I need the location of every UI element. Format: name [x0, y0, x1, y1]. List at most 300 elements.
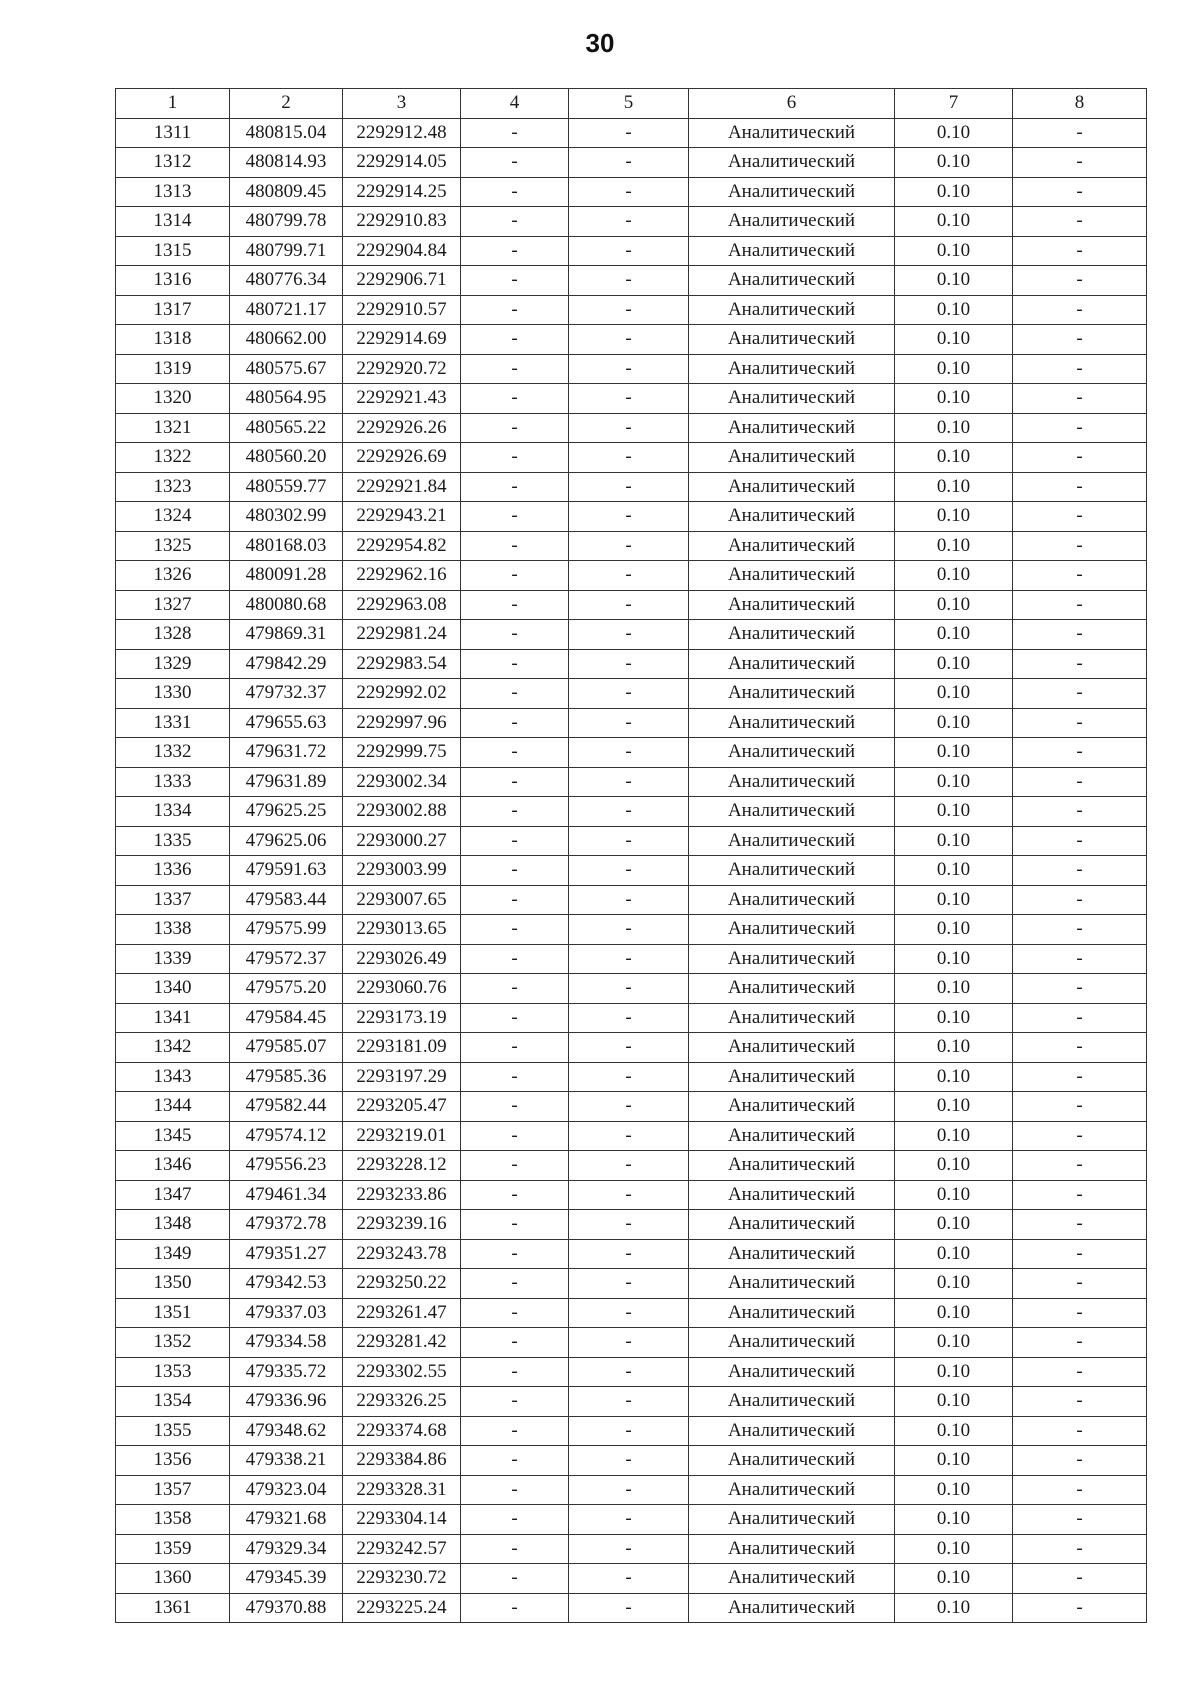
table-cell: -	[569, 1239, 689, 1269]
table-cell: 2293242.57	[343, 1534, 461, 1564]
coordinates-table	[115, 88, 1147, 1623]
table-cell: -	[461, 1092, 569, 1122]
table-cell: 2293230.72	[343, 1564, 461, 1594]
table-cell: -	[1013, 856, 1147, 886]
table-cell: 0.10	[895, 1505, 1013, 1535]
table-cell: 0.10	[895, 295, 1013, 325]
table-cell: 0.10	[895, 1121, 1013, 1151]
table-cell: Аналитический	[689, 826, 895, 856]
table-cell: 2292914.25	[343, 177, 461, 207]
table-cell: 1314	[116, 207, 230, 237]
table-row	[116, 443, 1147, 473]
table-cell: Аналитический	[689, 1151, 895, 1181]
table-cell: -	[1013, 236, 1147, 266]
table-cell: 480168.03	[230, 531, 343, 561]
table-cell: 480302.99	[230, 502, 343, 532]
table-cell: 1359	[116, 1534, 230, 1564]
table-cell: 0.10	[895, 708, 1013, 738]
table-cell: -	[1013, 1475, 1147, 1505]
table-cell: Аналитический	[689, 1269, 895, 1299]
table-cell: -	[1013, 620, 1147, 650]
table-cell: 2293205.47	[343, 1092, 461, 1122]
table-cell: Аналитический	[689, 1210, 895, 1240]
table-cell: -	[461, 1505, 569, 1535]
table-cell: 479572.37	[230, 944, 343, 974]
table-cell: 480815.04	[230, 118, 343, 148]
table-cell: -	[569, 974, 689, 1004]
table-cell: -	[1013, 207, 1147, 237]
table-cell: 2293173.19	[343, 1003, 461, 1033]
table-cell: 0.10	[895, 767, 1013, 797]
table-cell: 1334	[116, 797, 230, 827]
table-cell: -	[569, 620, 689, 650]
table-cell: -	[461, 266, 569, 296]
table-cell: -	[461, 148, 569, 178]
table-row	[116, 325, 1147, 355]
table-cell: -	[1013, 295, 1147, 325]
table-cell: -	[569, 295, 689, 325]
table-cell: Аналитический	[689, 354, 895, 384]
table-cell: -	[461, 1003, 569, 1033]
table-cell: 2292926.26	[343, 413, 461, 443]
table-cell: -	[461, 767, 569, 797]
table-cell: -	[569, 1151, 689, 1181]
table-cell: -	[1013, 1033, 1147, 1063]
table-cell: -	[1013, 1593, 1147, 1623]
table-cell: 0.10	[895, 561, 1013, 591]
table-cell: -	[461, 1269, 569, 1299]
table-cell: 0.10	[895, 738, 1013, 768]
table-cell: -	[569, 177, 689, 207]
table-cell: -	[1013, 1328, 1147, 1358]
column-header-6: 6	[689, 89, 895, 119]
table-cell: 2293219.01	[343, 1121, 461, 1151]
table-cell: 0.10	[895, 826, 1013, 856]
table-cell: -	[461, 620, 569, 650]
table-cell: Аналитический	[689, 1003, 895, 1033]
page-number: 30	[585, 28, 615, 58]
table-row	[116, 266, 1147, 296]
table-cell: -	[569, 1416, 689, 1446]
table-cell: -	[569, 1062, 689, 1092]
table-cell: -	[1013, 1564, 1147, 1594]
table-cell: -	[569, 1033, 689, 1063]
table-cell: 479575.20	[230, 974, 343, 1004]
table-cell: 2292921.43	[343, 384, 461, 414]
table-row	[116, 738, 1147, 768]
table-cell: Аналитический	[689, 915, 895, 945]
table-cell: 0.10	[895, 325, 1013, 355]
table-cell: -	[461, 207, 569, 237]
table-row	[116, 1446, 1147, 1476]
table-cell: 480091.28	[230, 561, 343, 591]
table-cell: -	[461, 236, 569, 266]
table-cell: 0.10	[895, 443, 1013, 473]
table-cell: -	[1013, 1357, 1147, 1387]
table-cell: -	[461, 885, 569, 915]
table-cell: 2292910.83	[343, 207, 461, 237]
column-header-2: 2	[230, 89, 343, 119]
table-cell: 480560.20	[230, 443, 343, 473]
table-cell: 479348.62	[230, 1416, 343, 1446]
table-cell: -	[1013, 1180, 1147, 1210]
table-cell: -	[461, 1298, 569, 1328]
table-cell: Аналитический	[689, 1446, 895, 1476]
table-cell: 2292912.48	[343, 118, 461, 148]
table-cell: -	[461, 177, 569, 207]
table-cell: -	[1013, 1003, 1147, 1033]
table-cell: -	[1013, 1151, 1147, 1181]
table-cell: 479321.68	[230, 1505, 343, 1535]
table-cell: 0.10	[895, 502, 1013, 532]
table-cell: -	[569, 1003, 689, 1033]
table-cell: -	[461, 1357, 569, 1387]
table-cell: -	[461, 531, 569, 561]
table-cell: 2293013.65	[343, 915, 461, 945]
table-cell: Аналитический	[689, 472, 895, 502]
table-cell: -	[1013, 1534, 1147, 1564]
table-cell: -	[461, 649, 569, 679]
table-cell: Аналитический	[689, 1180, 895, 1210]
table-cell: 1333	[116, 767, 230, 797]
table-cell: 2292910.57	[343, 295, 461, 325]
column-header-5: 5	[569, 89, 689, 119]
table-cell: -	[569, 236, 689, 266]
table-cell: 479584.45	[230, 1003, 343, 1033]
table-cell: 480564.95	[230, 384, 343, 414]
table-row	[116, 531, 1147, 561]
table-cell: 479575.99	[230, 915, 343, 945]
table-cell: -	[461, 1416, 569, 1446]
column-header-1: 1	[116, 89, 230, 119]
table-cell: 1311	[116, 118, 230, 148]
table-cell: Аналитический	[689, 1121, 895, 1151]
table-cell: Аналитический	[689, 1593, 895, 1623]
table-cell: 1352	[116, 1328, 230, 1358]
table-cell: 2293225.24	[343, 1593, 461, 1623]
table-cell: 1335	[116, 826, 230, 856]
table-cell: 2293002.34	[343, 767, 461, 797]
table-cell: Аналитический	[689, 649, 895, 679]
table-cell: 0.10	[895, 856, 1013, 886]
table-cell: -	[461, 1564, 569, 1594]
table-cell: -	[569, 266, 689, 296]
table-cell: Аналитический	[689, 295, 895, 325]
table-cell: -	[569, 738, 689, 768]
table-cell: Аналитический	[689, 1092, 895, 1122]
table-cell: -	[461, 1446, 569, 1476]
table-cell: -	[569, 1387, 689, 1417]
table-cell: 2292981.24	[343, 620, 461, 650]
table-cell: 479574.12	[230, 1121, 343, 1151]
table-cell: 2293197.29	[343, 1062, 461, 1092]
table-cell: 0.10	[895, 1033, 1013, 1063]
table-row	[116, 413, 1147, 443]
table-cell: 2292926.69	[343, 443, 461, 473]
table-cell: -	[1013, 885, 1147, 915]
table-cell: -	[1013, 944, 1147, 974]
table-cell: -	[569, 118, 689, 148]
table-cell: -	[569, 1298, 689, 1328]
table-cell: -	[461, 944, 569, 974]
table-cell: -	[461, 1475, 569, 1505]
table-cell: 2293003.99	[343, 856, 461, 886]
table-cell: -	[1013, 384, 1147, 414]
table-row	[116, 1505, 1147, 1535]
table-cell: -	[1013, 974, 1147, 1004]
table-cell: 0.10	[895, 974, 1013, 1004]
table-cell: 1338	[116, 915, 230, 945]
table-cell: 479732.37	[230, 679, 343, 709]
table-cell: 1319	[116, 354, 230, 384]
table-cell: 1315	[116, 236, 230, 266]
table-row	[116, 118, 1147, 148]
table-cell: 1325	[116, 531, 230, 561]
table-cell: -	[569, 148, 689, 178]
table-cell: Аналитический	[689, 236, 895, 266]
column-header-8: 8	[1013, 89, 1147, 119]
table-cell: 2293002.88	[343, 797, 461, 827]
table-cell: 479585.36	[230, 1062, 343, 1092]
table-cell: -	[461, 443, 569, 473]
table-cell: 479337.03	[230, 1298, 343, 1328]
table-row	[116, 177, 1147, 207]
table-cell: Аналитический	[689, 118, 895, 148]
table-cell: 2293228.12	[343, 1151, 461, 1181]
table-cell: 479336.96	[230, 1387, 343, 1417]
table-row	[116, 1033, 1147, 1063]
table-cell: Аналитический	[689, 325, 895, 355]
table-row	[116, 974, 1147, 1004]
table-cell: 480565.22	[230, 413, 343, 443]
table-row	[116, 649, 1147, 679]
table-cell: 0.10	[895, 531, 1013, 561]
table-cell: -	[461, 1387, 569, 1417]
table-cell: Аналитический	[689, 679, 895, 709]
table-cell: -	[461, 1121, 569, 1151]
table-cell: -	[1013, 1298, 1147, 1328]
table-row	[116, 1210, 1147, 1240]
table-cell: Аналитический	[689, 738, 895, 768]
table-cell: 0.10	[895, 1357, 1013, 1387]
table-row	[116, 561, 1147, 591]
table-cell: -	[569, 885, 689, 915]
table-cell: -	[1013, 1239, 1147, 1269]
table-cell: 2293304.14	[343, 1505, 461, 1535]
table-cell: 2293233.86	[343, 1180, 461, 1210]
table-cell: Аналитический	[689, 1505, 895, 1535]
table-cell: -	[461, 1062, 569, 1092]
table-cell: -	[569, 1357, 689, 1387]
table-row	[116, 1239, 1147, 1269]
table-cell: 2292920.72	[343, 354, 461, 384]
table-row	[116, 1092, 1147, 1122]
table-cell: 0.10	[895, 1564, 1013, 1594]
table-cell: 1337	[116, 885, 230, 915]
table-cell: 479342.53	[230, 1269, 343, 1299]
table-cell: Аналитический	[689, 1239, 895, 1269]
table-cell: 479461.34	[230, 1180, 343, 1210]
table-cell: 0.10	[895, 590, 1013, 620]
table-cell: 1339	[116, 944, 230, 974]
table-row	[116, 1180, 1147, 1210]
table-cell: -	[1013, 148, 1147, 178]
table-cell: -	[1013, 649, 1147, 679]
table-cell: 479655.63	[230, 708, 343, 738]
table-cell: -	[461, 1239, 569, 1269]
table-cell: 480799.71	[230, 236, 343, 266]
table-cell: -	[569, 944, 689, 974]
table-cell: Аналитический	[689, 590, 895, 620]
table-cell: 479323.04	[230, 1475, 343, 1505]
table-cell: Аналитический	[689, 944, 895, 974]
table-cell: Аналитический	[689, 1416, 895, 1446]
table-row	[116, 502, 1147, 532]
table-row	[116, 1564, 1147, 1594]
table-cell: 1353	[116, 1357, 230, 1387]
table-cell: 0.10	[895, 620, 1013, 650]
table-cell: 479582.44	[230, 1092, 343, 1122]
table-cell: 0.10	[895, 148, 1013, 178]
table-cell: -	[569, 1505, 689, 1535]
table-cell: -	[1013, 826, 1147, 856]
table-cell: -	[1013, 1446, 1147, 1476]
table-cell: 0.10	[895, 207, 1013, 237]
table-cell: 2293374.68	[343, 1416, 461, 1446]
table-row	[116, 885, 1147, 915]
table-header	[116, 89, 1147, 119]
table-row	[116, 384, 1147, 414]
table-cell: 1357	[116, 1475, 230, 1505]
table-cell: -	[569, 590, 689, 620]
table-row	[116, 472, 1147, 502]
table-cell: 2292997.96	[343, 708, 461, 738]
table-cell: -	[569, 1593, 689, 1623]
table-cell: 479625.25	[230, 797, 343, 827]
table-cell: 480776.34	[230, 266, 343, 296]
table-cell: -	[569, 797, 689, 827]
table-row	[116, 236, 1147, 266]
table-cell: 479591.63	[230, 856, 343, 886]
table-cell: -	[1013, 767, 1147, 797]
table-row	[116, 590, 1147, 620]
table-cell: 1344	[116, 1092, 230, 1122]
table-cell: 480809.45	[230, 177, 343, 207]
table-cell: 2292999.75	[343, 738, 461, 768]
table-body	[116, 118, 1147, 1623]
table-cell: 0.10	[895, 118, 1013, 148]
table-cell: -	[569, 207, 689, 237]
table-cell: 0.10	[895, 1416, 1013, 1446]
table-cell: Аналитический	[689, 1298, 895, 1328]
table-cell: 0.10	[895, 1210, 1013, 1240]
table-cell: 0.10	[895, 1003, 1013, 1033]
table-cell: -	[569, 1121, 689, 1151]
table-cell: -	[569, 561, 689, 591]
table-cell: -	[461, 1593, 569, 1623]
table-cell: -	[461, 797, 569, 827]
table-cell: -	[1013, 531, 1147, 561]
table-cell: -	[1013, 1387, 1147, 1417]
table-cell: Аналитический	[689, 1062, 895, 1092]
table-row	[116, 1593, 1147, 1623]
table-cell: 0.10	[895, 384, 1013, 414]
table-cell: Аналитический	[689, 531, 895, 561]
table-cell: Аналитический	[689, 767, 895, 797]
table-cell: 0.10	[895, 472, 1013, 502]
table-cell: 0.10	[895, 354, 1013, 384]
table-cell: -	[1013, 502, 1147, 532]
table-cell: 0.10	[895, 236, 1013, 266]
table-cell: -	[1013, 1121, 1147, 1151]
table-cell: 1326	[116, 561, 230, 591]
table-cell: -	[569, 502, 689, 532]
table-cell: 479583.44	[230, 885, 343, 915]
table-row	[116, 856, 1147, 886]
table-row	[116, 354, 1147, 384]
table-cell: -	[1013, 679, 1147, 709]
table-row	[116, 207, 1147, 237]
table-cell: 2293243.78	[343, 1239, 461, 1269]
table-cell: 1355	[116, 1416, 230, 1446]
table-cell: 479842.29	[230, 649, 343, 679]
table-cell: Аналитический	[689, 1564, 895, 1594]
table-row	[116, 1269, 1147, 1299]
table-cell: 2292983.54	[343, 649, 461, 679]
table-cell: 2292962.16	[343, 561, 461, 591]
table-cell: -	[569, 325, 689, 355]
table-cell: 480080.68	[230, 590, 343, 620]
table-cell: 1345	[116, 1121, 230, 1151]
table-cell: -	[1013, 797, 1147, 827]
table-cell: 1348	[116, 1210, 230, 1240]
table-cell: Аналитический	[689, 413, 895, 443]
table-cell: 1318	[116, 325, 230, 355]
table-cell: 1317	[116, 295, 230, 325]
table-cell: -	[569, 649, 689, 679]
table-cell: 0.10	[895, 679, 1013, 709]
table-cell: Аналитический	[689, 207, 895, 237]
table-cell: 2292914.05	[343, 148, 461, 178]
table-cell: 480662.00	[230, 325, 343, 355]
table-cell: 1360	[116, 1564, 230, 1594]
table-cell: -	[569, 1210, 689, 1240]
table-cell: 2293302.55	[343, 1357, 461, 1387]
table-cell: 1350	[116, 1269, 230, 1299]
table-cell: 2293239.16	[343, 1210, 461, 1240]
table-cell: 2292992.02	[343, 679, 461, 709]
table-cell: -	[461, 1210, 569, 1240]
table-row	[116, 708, 1147, 738]
table-cell: 2292914.69	[343, 325, 461, 355]
table-cell: -	[461, 974, 569, 1004]
table-cell: -	[569, 1534, 689, 1564]
table-cell: -	[569, 767, 689, 797]
table-cell: -	[569, 531, 689, 561]
table-cell: -	[461, 708, 569, 738]
table-cell: -	[461, 295, 569, 325]
table-cell: -	[1013, 1062, 1147, 1092]
table-cell: -	[461, 1534, 569, 1564]
table-cell: 1336	[116, 856, 230, 886]
table-cell: 1321	[116, 413, 230, 443]
table-cell: -	[461, 1033, 569, 1063]
table-cell: 480721.17	[230, 295, 343, 325]
table-cell: -	[461, 738, 569, 768]
table-cell: 1324	[116, 502, 230, 532]
table-cell: 0.10	[895, 944, 1013, 974]
table-cell: 2292906.71	[343, 266, 461, 296]
